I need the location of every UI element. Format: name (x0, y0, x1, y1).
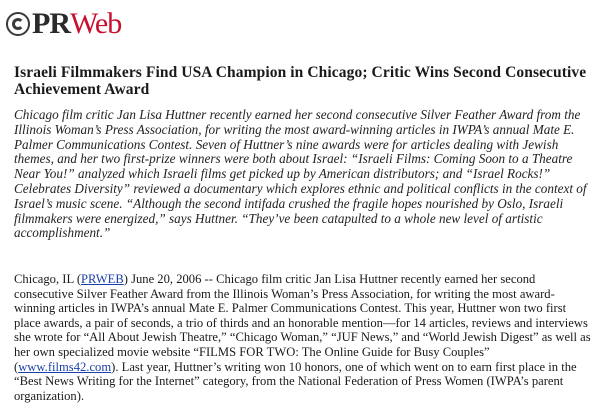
logo-web-text: Web (70, 7, 122, 40)
prweb-inner-circle-icon (12, 18, 24, 30)
dateline-start: Chicago, IL ( (14, 272, 82, 286)
films42-link[interactable]: www.films42.com (18, 359, 112, 374)
body-closing: ). Last year, Huttner’s writing won 10 honors, one of which went on to earn first place in the “Best News Writing for the Internet” category, from the National Federation of Press Women (IWPA’s parent organization). (14, 359, 577, 403)
press-release-headline: Israeli Filmmakers Find USA Champion in Chicago; Critic Wins Second Consecutive Achievement Award (14, 64, 587, 98)
press-release-body (14, 272, 594, 403)
press-release-summary: Chicago film critic Jan Lisa Huttner recently earned her second consecutive Silver Feather Award from the Illinois Woman’s Press Association, for writing the most award-winning articles in IWPA’s annual Mate E. Palmer Communications Contest. Seven of Huttner’s nine awards were for articles dealing with Jewish themes, and her two first-prize winners were both about Israel: “Israeli Films: Coming Soon to a Theatre Near You!” analyzed which Israeli films get picked up by American distributors; and “Israel Rocks!” Celebrates Diversity” reviewed a documentary which explores ethnic and political conflicts in the context of Israel’s music scene. “Although the second intifada crushed the fragile hopes nourished by Oslo, Israeli filmmakers were energized,” says Huttner. “They’ve been catapulted to a whole new level of artistic accomplishment.” (14, 107, 587, 241)
prweb-circle-icon (6, 12, 30, 36)
logo-pr-text: PR (32, 7, 70, 40)
dateline-rest: ) June 20, 2006 -- Chicago film critic Jan Lisa Huttner recently earned her second consecutive Silver Feather Award from the Illinois Woman’s Press Association, for writing the most award-winning articles in IWPA’s annual Mate E. Palmer Communications Contest. This year, Huttner won two first place awards, a pair of seconds, a trio of thirds and an honorable mention—for 14 articles, reviews and interviews she wrote for “All About Jewish Theatre,” “Chicago Woman,” “JUF News,” and “World Jewish Digest” as well as her own specialized movie website “FILMS FOR TWO: The Online Guide for Busy Couples” ( (14, 272, 591, 374)
prweb-link[interactable]: PRWEB (81, 272, 124, 286)
prweb-logo[interactable] (6, 8, 121, 40)
